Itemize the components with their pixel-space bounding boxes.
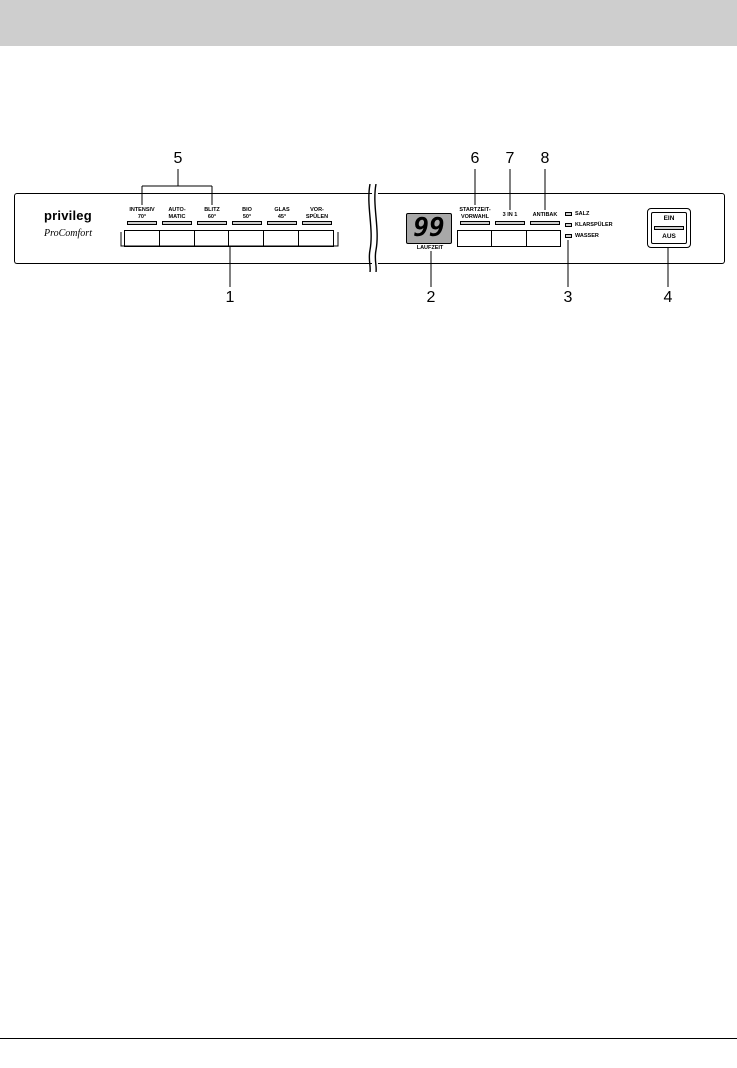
program-label-blitz: BLITZ 60° — [204, 207, 220, 220]
indicator-label-klarspueler: KLARSPÜLER — [575, 222, 613, 228]
program-label-intensiv: INTENSIV 70° — [129, 207, 155, 220]
indicator-label-salz: SALZ — [575, 211, 590, 217]
model-name: ProComfort — [44, 228, 92, 239]
callout-7: 7 — [505, 150, 515, 167]
brand-logo: privileg — [44, 208, 92, 223]
power-off-label: AUS — [662, 233, 676, 240]
time-display-label: LAUFZEIT — [416, 245, 444, 251]
callout-5: 5 — [173, 150, 183, 167]
time-display: 99 — [406, 213, 452, 244]
callout-6: 6 — [470, 150, 480, 167]
footer-rule — [0, 1038, 737, 1039]
callout-1: 1 — [225, 289, 235, 306]
callout-8: 8 — [540, 150, 550, 167]
program-label-automatic: AUTO- MATIC — [168, 207, 186, 220]
function-label-startzeit: STARTZEIT- VORWAHL — [459, 207, 491, 220]
program-label-vorspuelen: VOR- SPÜLEN — [305, 207, 329, 220]
function-label-antibak: ANTIBAK — [532, 212, 558, 218]
program-label-bio: BIO 50° — [242, 207, 252, 220]
callout-2: 2 — [426, 289, 436, 306]
callout-3: 3 — [563, 289, 573, 306]
indicator-label-wasser: WASSER — [575, 233, 599, 239]
function-label-3in1: 3 IN 1 — [502, 212, 518, 218]
power-on-label: EIN — [663, 215, 675, 222]
callout-4: 4 — [663, 289, 673, 306]
program-label-glas: GLAS 45° — [274, 207, 290, 220]
